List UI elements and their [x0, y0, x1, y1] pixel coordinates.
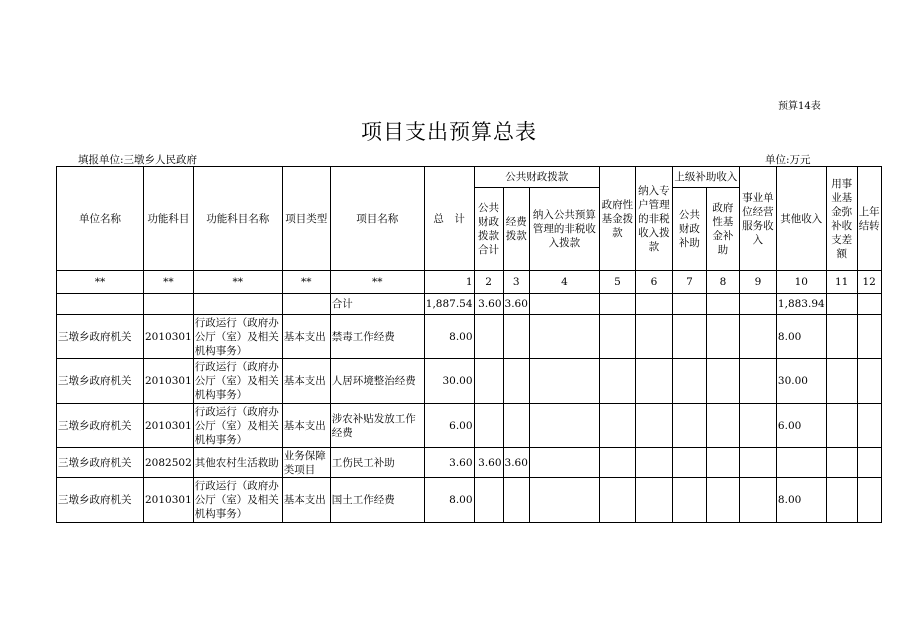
- row-other-income: 30.00: [776, 359, 826, 404]
- row-funding: [503, 315, 529, 359]
- index-cell: **: [330, 271, 424, 294]
- index-cell: **: [282, 271, 330, 294]
- row-func-name: 行政运行（政府办公厅（室）及相关机构事务）: [193, 404, 282, 448]
- row-other-income: 6.00: [776, 404, 826, 448]
- header-special-nontax: 纳入专户管理的非税收入拨款: [635, 167, 672, 271]
- row-total: 8.00: [424, 315, 474, 359]
- row-code: 2010301: [144, 478, 194, 523]
- row-project-name: 工伤民工补助: [330, 448, 424, 478]
- row-funding: [503, 359, 529, 404]
- index-cell: 5: [599, 271, 635, 294]
- index-cell: **: [144, 271, 194, 294]
- row-project-name: 涉农补贴发放工作经费: [330, 404, 424, 448]
- total-other-income: 1,883.94: [776, 294, 826, 315]
- total-row: [57, 294, 882, 315]
- header-use-fund: 用事业基金弥补收支差额: [826, 167, 857, 271]
- row-other-income: [776, 448, 826, 478]
- header-unit-name: 单位名称: [57, 167, 144, 271]
- row-unit: 三墩乡政府机关: [57, 448, 144, 478]
- index-cell: 1: [424, 271, 474, 294]
- row-func-name: 其他农村生活救助: [193, 448, 282, 478]
- index-cell: 6: [635, 271, 672, 294]
- row-public-fiscal: [474, 315, 503, 359]
- row-funding: [503, 404, 529, 448]
- table-row: [57, 315, 882, 359]
- page-title: 项目支出预算总表: [361, 120, 537, 144]
- header-budget-nontax: 纳入公共预算管理的非税收入拨款: [529, 188, 599, 271]
- total-amount: 1,887.54: [424, 294, 474, 315]
- total-funding: 3.60: [503, 294, 529, 315]
- row-funding: 3.60: [503, 448, 529, 478]
- row-total: 30.00: [424, 359, 474, 404]
- index-cell: 9: [739, 271, 776, 294]
- header-business-income: 事业单位经营服务收入: [739, 167, 776, 271]
- row-project-type: 基本支出: [282, 478, 330, 523]
- header-other-income: 其他收入: [776, 167, 826, 271]
- row-unit: 三墩乡政府机关: [57, 359, 144, 404]
- row-total: 3.60: [424, 448, 474, 478]
- header-project-type: 项目类型: [282, 167, 330, 271]
- header-public-fiscal: 公共财政拨款: [474, 167, 599, 188]
- index-cell: **: [193, 271, 282, 294]
- row-public-fiscal: [474, 404, 503, 448]
- header-row-1: [57, 167, 882, 188]
- row-public-fiscal: 3.60: [474, 448, 503, 478]
- total-label: 合计: [330, 294, 424, 315]
- header-func-subject-name: 功能科目名称: [193, 167, 282, 271]
- index-cell: 3: [503, 271, 529, 294]
- header-upper-subsidy: 上级补助收入: [672, 167, 739, 188]
- row-unit: 三墩乡政府机关: [57, 315, 144, 359]
- header-project-name: 项目名称: [330, 167, 424, 271]
- row-func-name: 行政运行（政府办公厅（室）及相关机构事务）: [193, 359, 282, 404]
- budget-table: [56, 166, 882, 523]
- header-total: 总 计: [424, 167, 474, 271]
- row-total: 6.00: [424, 404, 474, 448]
- form-number: 预算14表: [778, 101, 821, 112]
- row-other-income: 8.00: [776, 315, 826, 359]
- index-cell: 4: [529, 271, 599, 294]
- header-func-subject: 功能科目: [144, 167, 194, 271]
- row-other-income: 8.00: [776, 478, 826, 523]
- header-public-fiscal-total: 公共财政拨款合计: [474, 188, 503, 271]
- row-funding: [503, 478, 529, 523]
- row-total: 8.00: [424, 478, 474, 523]
- row-public-fiscal: [474, 478, 503, 523]
- row-unit: 三墩乡政府机关: [57, 404, 144, 448]
- index-cell: 11: [826, 271, 857, 294]
- header-funding: 经费拨款: [503, 188, 529, 271]
- row-project-type: 基本支出: [282, 359, 330, 404]
- row-unit: 三墩乡政府机关: [57, 478, 144, 523]
- index-row: [57, 271, 882, 294]
- index-cell: 12: [857, 271, 881, 294]
- currency-unit: 单位:万元: [765, 154, 811, 166]
- row-project-type: 基本支出: [282, 315, 330, 359]
- filling-unit: 填报单位:三墩乡人民政府: [78, 154, 198, 166]
- index-cell: 2: [474, 271, 503, 294]
- table-row: [57, 478, 882, 523]
- row-code: 2010301: [144, 315, 194, 359]
- table-row: [57, 448, 882, 478]
- index-cell: 10: [776, 271, 826, 294]
- header-last-year: 上年结转: [857, 167, 881, 271]
- total-public-fiscal: 3.60: [474, 294, 503, 315]
- row-project-name: 国土工作经费: [330, 478, 424, 523]
- index-cell: **: [57, 271, 144, 294]
- row-func-name: 行政运行（政府办公厅（室）及相关机构事务）: [193, 315, 282, 359]
- table-row: [57, 359, 882, 404]
- index-cell: 8: [706, 271, 739, 294]
- header-public-subsidy: 公共财政补助: [672, 188, 706, 271]
- row-public-fiscal: [474, 359, 503, 404]
- row-project-name: 禁毒工作经费: [330, 315, 424, 359]
- row-code: 2010301: [144, 404, 194, 448]
- row-project-name: 人居环境整治经费: [330, 359, 424, 404]
- row-func-name: 行政运行（政府办公厅（室）及相关机构事务）: [193, 478, 282, 523]
- row-code: 2010301: [144, 359, 194, 404]
- row-project-type: 基本支出: [282, 404, 330, 448]
- row-code: 2082502: [144, 448, 194, 478]
- index-cell: 7: [672, 271, 706, 294]
- row-project-type: 业务保障类项目: [282, 448, 330, 478]
- header-gov-fund-subsidy: 政府性基金补助: [706, 188, 739, 271]
- table-row: [57, 404, 882, 448]
- header-gov-fund: 政府性基金拨款: [599, 167, 635, 271]
